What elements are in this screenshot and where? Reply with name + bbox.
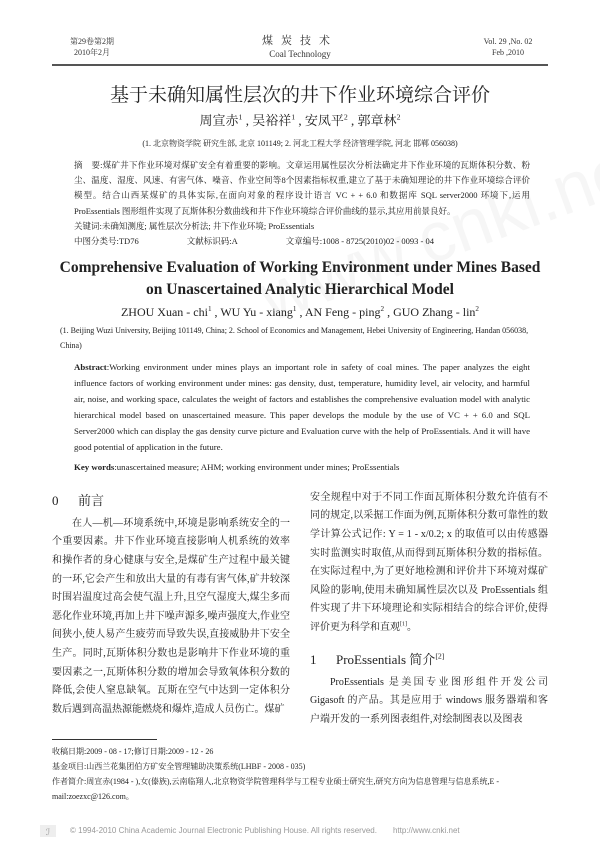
volume-en: Vol. 29 ,No. 02 — [483, 37, 533, 46]
affiliation-cn: (1. 北京物资学院 研究生部, 北京 101149; 2. 河北工程大学 经济管理学院, 河北 邯郸 056038) — [142, 139, 458, 148]
abstract-label-cn: 摘 要: — [74, 160, 103, 170]
volume-cn: 第29卷第2期 — [70, 37, 114, 46]
authors-en: ZHOU Xuan - chi$^1$ , WU Yu - xiang$^1$ , AN Feng - ping$^2$ , GUO Zhang - lin$^2$ — [120, 304, 480, 319]
author: WU Yu - xiang$^1$ — [220, 304, 297, 319]
author-bio: 作者简介:周宣赤(1984 - ),女(傣族),云南临翔人,北京物资学院管理科学与工程专业硕士研究生,研究方向为信息管理与信息系统,E - mail:zoezxc@126.com。 — [52, 777, 500, 802]
author: 安凤平$^2$ — [304, 112, 348, 128]
author: 周宣赤$^1$ — [199, 112, 243, 128]
meta-cn — [74, 219, 530, 249]
column-left — [52, 489, 290, 730]
keywords-label-en: Key words — [74, 461, 115, 472]
classification — [74, 234, 530, 249]
date-en: Feb ,2010 — [492, 48, 524, 57]
abstract-cn — [74, 158, 530, 219]
paragraph: 在人—机—环境系统中,环境是影响系统安全的一个重要因素。井下作业环境直接影响人机系统的效率和操作者的身心健康与安全,是煤矿生产过程中最关键的一环,它会产生和放出大量的有毒有害气体,矿井较深时围岩温度过高会使气温上升,且空气湿度大,煤尘多而恶化作业环境,再加上井下噪声源多,噪声强度大,作业空间狭小,使人易产生疲劳而导致失误,直接威胁井下安全生产。同时,瓦斯体积分数也是影响井下作业环境的重要因素之一,瓦斯体积分数的增加会导致氧体积分数的降低,会使人窒息缺氧。瓦斯在空气中达到一定体积分数后遇到高温热源能燃烧和爆炸,造成人员伤亡。煤矿 — [52, 517, 290, 715]
cnki-logo-icon: ℐ — [40, 825, 56, 837]
header-issue-en — [468, 34, 548, 58]
paragraph: ProEssentials 是美国专业图形组件开发公司 Gigasoft 的产品。其是应用于 windows 服务器端和客户端开发的一系列图表组件,对绘制图表以及图表 — [310, 676, 548, 725]
body-columns — [52, 489, 548, 730]
author: AN Feng - ping$^2$ — [304, 304, 385, 319]
footnote-rule — [52, 739, 157, 740]
author: 吴裕祥$^1$ — [252, 112, 296, 128]
journal-name-en: Coal Technology — [269, 49, 331, 59]
keywords-text-en: :unascertained measure; AHM; working environment under mines; ProEssentials — [114, 461, 400, 472]
column-right — [310, 489, 548, 730]
running-header — [52, 34, 548, 60]
abstract-text-en: :Working environment under mines plays an important role in safety of coal mines. The paper analyzes the eight influence factors of working environment under mines: gas density, dust, temperature, humidity level, air velocity, and harmful air, noise, and working space, calculates the weight of factors and establishes the comprehensive evaluation model with analytic hierarchical model based on unascertained measure. This paper develops the module by the use of VC + + 6.0 and SQL Server2000 which can display the gas density curve picture and Evaluation curve with the help of ProEssentials. And it will have good potential of application in the future. — [74, 361, 530, 452]
author: 郭章林$^2$ — [357, 112, 401, 128]
header-issue-cn — [52, 34, 132, 58]
citation[interactable]: [1] — [400, 621, 407, 628]
date-cn: 2010年2月 — [74, 48, 110, 57]
authors-cn: 周宣赤$^1$ , 吴裕祥$^1$ , 安凤平$^2$ , 郭章林$^2$ — [199, 112, 401, 128]
abstract-label-en: Abstract — [74, 361, 107, 372]
header-rule — [52, 64, 548, 66]
funding: 基金项目:山西兰花集团伯方矿安全管理辅助决策系统(LHBF - 2008 - 035) — [52, 762, 306, 772]
doc-code: 文献标识码:A — [186, 235, 238, 246]
journal-name — [262, 34, 338, 60]
citation[interactable]: [2] — [435, 651, 445, 661]
affiliation-en: (1. Beijing Wuzi University, Beijing 101149, China; 2. School of Economics and Management, Hebei University of Engineering, Handan 056038, China) — [60, 325, 529, 350]
footer-url[interactable]: http://www.cnki.net — [392, 826, 460, 836]
clc-number: 中图分类号:TD76 — [74, 235, 139, 246]
author: GUO Zhang - lin$^2$ — [393, 304, 480, 319]
copyright: © 1994-2010 China Academic Journal Electronic Publishing House. All rights reserved. — [70, 826, 377, 836]
abstract-text-cn: 煤矿井下作业环境对煤矿安全有着重要的影响。文章运用属性层次分析法确定井下作业环境的瓦斯体积分数、粉尘、温度、湿度、风速、有害气体、噪音、作业空间等8个因素指标权重,建立了基于未确知理论的井下作业环境综合评价模型。结合山西某煤矿的具体实际,在面向对象的程序设计语言 VC + + 6.0 和数据库 SQL server2000 环境下,运用 ProEssentials 图形组件实现了瓦斯体积分数曲线和井下作业环境综合评价曲线的显示,其应用前景良好。 — [74, 160, 530, 216]
keywords-en — [74, 459, 530, 475]
section-heading-0: 0 前言 — [52, 492, 105, 508]
journal-name-cn: 煤炭技术 — [262, 35, 338, 47]
footnotes — [52, 744, 548, 804]
section-heading-1: 1 ProEssentials 简介[2] — [310, 651, 445, 667]
paragraph-continued: 安全规程中对于不同工作面瓦斯体积分数允许值有不同的规定,以采掘工作面为例,瓦斯体积分数可靠性的数学计算公式记作: Y = 1 - x/0.2; x 的取值可以由传感器实时监测实时取值,从而得到瓦斯体积分数的指标值。在实际过程中,为了更好地检测和评价井下环境对煤矿风险的影响,使用未确知属性层次以及 ProEssentials 组件实现了井下环境理论和实际相结合的综合评价,使得评价更为科学和直观[1]。 — [310, 491, 548, 633]
keywords-cn: 关键词:未确知测度; 属性层次分析法; 井下作业环境; ProEssentials — [74, 220, 315, 231]
article-number: 文章编号:1008 - 8725(2010)02 - 0093 - 04 — [285, 235, 434, 246]
footer — [40, 824, 560, 838]
received-date: 收稿日期:2009 - 08 - 17;修订日期:2009 - 12 - 26 — [52, 747, 214, 757]
abstract-en — [74, 359, 530, 455]
title-en: Comprehensive Evaluation of Working Environment under Mines Based on Unascertained Analytic Hierarchical Model — [59, 258, 541, 298]
title-cn: 基于未确知属性层次的井下作业环境综合评价 — [109, 85, 490, 106]
author: ZHOU Xuan - chi$^1$ — [120, 304, 212, 319]
